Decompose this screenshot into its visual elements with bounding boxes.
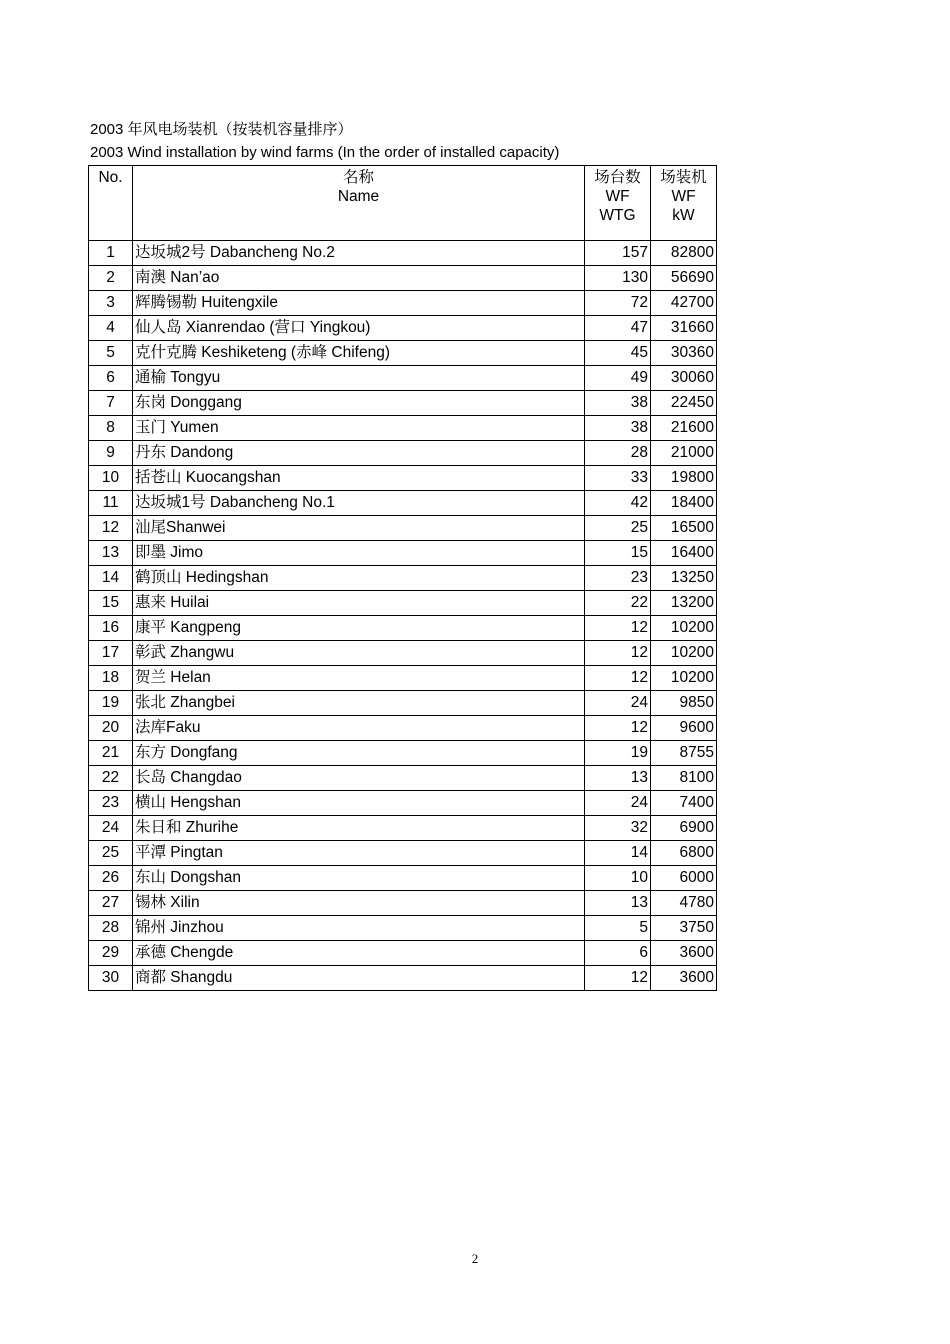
row-kw: 8100 — [651, 766, 717, 791]
row-no: 15 — [89, 591, 133, 616]
row-wtg: 12 — [585, 716, 651, 741]
table-row — [89, 566, 717, 591]
row-name: 通榆 Tongyu — [133, 366, 585, 391]
row-no: 5 — [89, 341, 133, 366]
row-no: 4 — [89, 316, 133, 341]
row-no: 19 — [89, 691, 133, 716]
row-wtg: 23 — [585, 566, 651, 591]
row-kw: 10200 — [651, 641, 717, 666]
row-kw: 22450 — [651, 391, 717, 416]
row-no: 10 — [89, 466, 133, 491]
row-wtg: 13 — [585, 766, 651, 791]
table-row — [89, 641, 717, 666]
row-wtg: 33 — [585, 466, 651, 491]
row-wtg: 38 — [585, 391, 651, 416]
table-row — [89, 366, 717, 391]
row-kw: 4780 — [651, 891, 717, 916]
table-row — [89, 541, 717, 566]
row-name: 仙人岛 Xianrendao (营口 Yingkou) — [133, 316, 585, 341]
header-no: No. — [89, 166, 133, 241]
row-wtg: 157 — [585, 241, 651, 266]
row-name: 商都 Shangdu — [133, 966, 585, 991]
table-row — [89, 841, 717, 866]
row-kw: 10200 — [651, 616, 717, 641]
table-header-row — [89, 166, 717, 241]
table-row — [89, 441, 717, 466]
row-kw: 19800 — [651, 466, 717, 491]
row-wtg: 12 — [585, 641, 651, 666]
title-chinese: 2003 年风电场装机（按装机容量排序） — [90, 121, 353, 138]
row-kw: 42700 — [651, 291, 717, 316]
row-kw: 16400 — [651, 541, 717, 566]
row-name: 汕尾Shanwei — [133, 516, 585, 541]
row-no: 11 — [89, 491, 133, 516]
row-wtg: 32 — [585, 816, 651, 841]
row-wtg: 25 — [585, 516, 651, 541]
row-name: 法库Faku — [133, 716, 585, 741]
row-kw: 3600 — [651, 941, 717, 966]
row-kw: 6800 — [651, 841, 717, 866]
row-kw: 9850 — [651, 691, 717, 716]
row-kw: 13250 — [651, 566, 717, 591]
row-no: 6 — [89, 366, 133, 391]
row-no: 2 — [89, 266, 133, 291]
row-name: 丹东 Dandong — [133, 441, 585, 466]
row-no: 28 — [89, 916, 133, 941]
row-name: 鹤顶山 Hedingshan — [133, 566, 585, 591]
table-row — [89, 416, 717, 441]
row-name: 惠来 Huilai — [133, 591, 585, 616]
table-row — [89, 766, 717, 791]
row-name: 东山 Dongshan — [133, 866, 585, 891]
table-row — [89, 616, 717, 641]
row-wtg: 24 — [585, 791, 651, 816]
row-wtg: 49 — [585, 366, 651, 391]
row-no: 13 — [89, 541, 133, 566]
row-kw: 21600 — [651, 416, 717, 441]
row-name: 康平 Kangpeng — [133, 616, 585, 641]
row-no: 24 — [89, 816, 133, 841]
row-kw: 16500 — [651, 516, 717, 541]
table-row — [89, 866, 717, 891]
row-name: 克什克腾 Keshiketeng (赤峰 Chifeng) — [133, 341, 585, 366]
row-kw: 30060 — [651, 366, 717, 391]
row-no: 27 — [89, 891, 133, 916]
row-no: 3 — [89, 291, 133, 316]
table-row — [89, 491, 717, 516]
row-no: 12 — [89, 516, 133, 541]
row-name: 锦州 Jinzhou — [133, 916, 585, 941]
row-no: 22 — [89, 766, 133, 791]
row-no: 23 — [89, 791, 133, 816]
row-wtg: 28 — [585, 441, 651, 466]
row-name: 达坂城1号 Dabancheng No.1 — [133, 491, 585, 516]
row-no: 29 — [89, 941, 133, 966]
row-name: 达坂城2号 Dabancheng No.2 — [133, 241, 585, 266]
table-row — [89, 666, 717, 691]
row-wtg: 12 — [585, 966, 651, 991]
row-name: 张北 Zhangbei — [133, 691, 585, 716]
table-row — [89, 591, 717, 616]
row-name: 承德 Chengde — [133, 941, 585, 966]
row-no: 9 — [89, 441, 133, 466]
row-no: 1 — [89, 241, 133, 266]
row-wtg: 47 — [585, 316, 651, 341]
row-kw: 7400 — [651, 791, 717, 816]
wind-farm-table — [88, 165, 717, 991]
row-no: 17 — [89, 641, 133, 666]
table-row — [89, 516, 717, 541]
row-no: 20 — [89, 716, 133, 741]
table-row — [89, 816, 717, 841]
row-name: 横山 Hengshan — [133, 791, 585, 816]
table-row — [89, 941, 717, 966]
row-name: 平潭 Pingtan — [133, 841, 585, 866]
table-row — [89, 791, 717, 816]
row-wtg: 10 — [585, 866, 651, 891]
row-wtg: 6 — [585, 941, 651, 966]
row-no: 30 — [89, 966, 133, 991]
row-name: 锡林 Xilin — [133, 891, 585, 916]
row-name: 彰武 Zhangwu — [133, 641, 585, 666]
table-row — [89, 966, 717, 991]
row-no: 14 — [89, 566, 133, 591]
table-row — [89, 241, 717, 266]
table-row — [89, 916, 717, 941]
row-kw: 3750 — [651, 916, 717, 941]
row-name: 东岗 Donggang — [133, 391, 585, 416]
row-name: 东方 Dongfang — [133, 741, 585, 766]
row-wtg: 12 — [585, 666, 651, 691]
table-row — [89, 316, 717, 341]
row-no: 16 — [89, 616, 133, 641]
header-name: 名称 Name — [133, 166, 585, 241]
row-no: 21 — [89, 741, 133, 766]
row-wtg: 42 — [585, 491, 651, 516]
row-wtg: 12 — [585, 616, 651, 641]
table-row — [89, 266, 717, 291]
row-name: 朱日和 Zhurihe — [133, 816, 585, 841]
row-name: 辉腾锡勒 Huitengxile — [133, 291, 585, 316]
row-no: 8 — [89, 416, 133, 441]
row-kw: 56690 — [651, 266, 717, 291]
row-kw: 10200 — [651, 666, 717, 691]
row-wtg: 13 — [585, 891, 651, 916]
row-wtg: 130 — [585, 266, 651, 291]
table-row — [89, 466, 717, 491]
row-name: 括苍山 Kuocangshan — [133, 466, 585, 491]
row-kw: 31660 — [651, 316, 717, 341]
row-wtg: 5 — [585, 916, 651, 941]
table-row — [89, 891, 717, 916]
row-wtg: 38 — [585, 416, 651, 441]
row-no: 7 — [89, 391, 133, 416]
row-no: 26 — [89, 866, 133, 891]
row-wtg: 15 — [585, 541, 651, 566]
row-wtg: 45 — [585, 341, 651, 366]
table-row — [89, 341, 717, 366]
row-kw: 21000 — [651, 441, 717, 466]
header-wtg: 场台数 WF WTG — [585, 166, 651, 241]
row-kw: 13200 — [651, 591, 717, 616]
table-row — [89, 716, 717, 741]
table-row — [89, 691, 717, 716]
row-kw: 30360 — [651, 341, 717, 366]
table-row — [89, 291, 717, 316]
page-number: 2 — [471, 1251, 479, 1266]
title-english: 2003 Wind installation by wind farms (In the order of installed capacity) — [90, 144, 560, 161]
row-kw: 6000 — [651, 866, 717, 891]
row-name: 即墨 Jimo — [133, 541, 585, 566]
row-wtg: 14 — [585, 841, 651, 866]
header-kw: 场装机 WF kW — [651, 166, 717, 241]
table-row — [89, 741, 717, 766]
row-kw: 6900 — [651, 816, 717, 841]
row-name: 长岛 Changdao — [133, 766, 585, 791]
row-kw: 18400 — [651, 491, 717, 516]
row-kw: 9600 — [651, 716, 717, 741]
row-kw: 82800 — [651, 241, 717, 266]
row-no: 25 — [89, 841, 133, 866]
row-wtg: 22 — [585, 591, 651, 616]
row-wtg: 72 — [585, 291, 651, 316]
row-name: 贺兰 Helan — [133, 666, 585, 691]
row-wtg: 24 — [585, 691, 651, 716]
row-name: 南澳 Nan’ao — [133, 266, 585, 291]
row-kw: 3600 — [651, 966, 717, 991]
row-kw: 8755 — [651, 741, 717, 766]
row-wtg: 19 — [585, 741, 651, 766]
row-name: 玉门 Yumen — [133, 416, 585, 441]
table-row — [89, 391, 717, 416]
row-no: 18 — [89, 666, 133, 691]
